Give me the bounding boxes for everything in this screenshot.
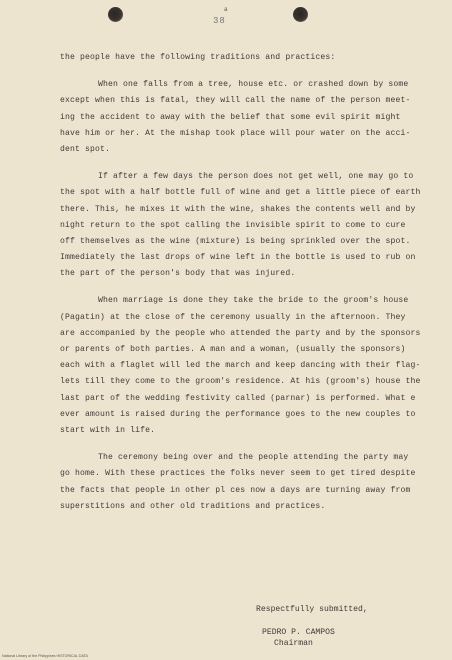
document-body xyxy=(60,50,421,515)
text-line: or parents of both parties. A man and a woman, (usually the sponsors) xyxy=(60,345,406,354)
text-line: except when this is fatal, they will call the name of the person meet- xyxy=(60,96,411,106)
text-line: night return to the spot calling the invisible spirit to come to cure xyxy=(60,220,406,230)
punch-hole-left xyxy=(108,7,123,22)
text-line: last part of the wedding festivity called (parnar) is performed. What e xyxy=(60,393,416,403)
intro-line: the people have the following traditions and practices: xyxy=(60,53,336,62)
punch-hole-right xyxy=(293,7,308,22)
text-line: the facts that people in other pl ces now a days are turning away from xyxy=(60,485,411,495)
closing-line: Respectfully submitted, xyxy=(256,605,368,614)
text-line: the spot with a half bottle full of wine and get a little piece of earth xyxy=(60,188,421,198)
text-line: lets till they come to the groom's residence. At his (groom's) house the xyxy=(60,377,421,387)
top-mark: a xyxy=(224,6,228,13)
text-line: the part of the person's body that was injured. xyxy=(60,269,296,279)
page-number: 38 xyxy=(213,16,226,26)
paragraph-2 xyxy=(60,169,421,282)
text-line: have him or her. At the mishap took place will pour water on the acci- xyxy=(60,128,411,138)
paragraph-3 xyxy=(60,293,421,439)
text-line: there. This, he mixes it with the wine, shakes the contents well and by xyxy=(60,204,416,214)
text-line: The ceremony being over and the people attending the party may xyxy=(98,453,409,463)
text-line: ing the accident to away with the belief that some evil spirit might xyxy=(60,112,401,122)
text-line: (Pagatin) at the close of the ceremony usually in the afternoon. They xyxy=(60,312,406,322)
text-line: When one falls from a tree, house etc. or crashed down by some xyxy=(98,80,409,90)
paragraph-1 xyxy=(60,77,411,158)
signer-name: PEDRO P. CAMPOS xyxy=(262,628,335,637)
text-line: each with a flaglet will led the march and keep dancing with their flag- xyxy=(60,361,421,371)
text-line: ever amount is raised during the performance goes to the new couples to xyxy=(60,409,416,419)
footer-caption: National Library of the Philippines HISTORICAL DATA xyxy=(2,654,88,658)
text-line: off themselves as the wine (mixture) is being sprinkled over the spot. xyxy=(60,236,411,246)
text-line: dent spot. xyxy=(60,144,111,154)
text-line: superstitions and other old traditions and practices. xyxy=(60,501,326,511)
text-line: are accompanied by the people who attended the party and by the sponsors xyxy=(60,328,421,338)
paragraph-4 xyxy=(60,450,416,515)
text-line: If after a few days the person does not get well, one may go to xyxy=(98,172,414,182)
text-line: Immediately the last drops of wine left in the bottle is used to rub on xyxy=(60,253,416,263)
text-line: When marriage is done they take the bride to the groom's house xyxy=(98,296,409,306)
signature-block xyxy=(262,627,335,649)
signer-title: Chairman xyxy=(274,639,313,648)
text-line: start with in life. xyxy=(60,425,156,435)
text-line: go home. With these practices the folks never seem to get tired despite xyxy=(60,469,416,479)
